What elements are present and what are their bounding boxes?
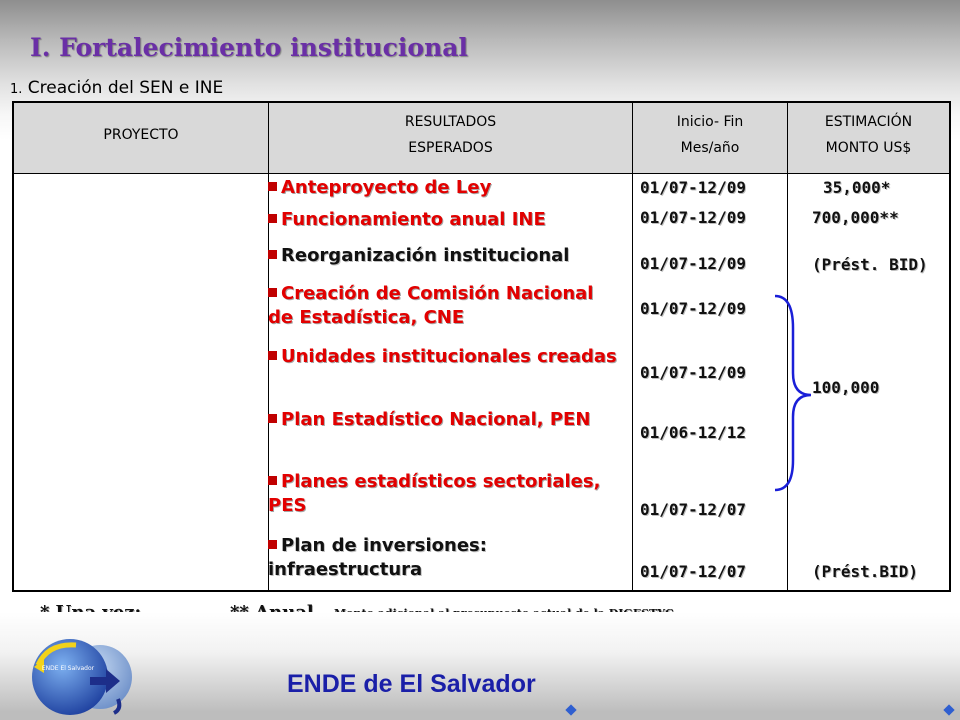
- result-item: [268, 534, 623, 582]
- date-range: 01/06-12/12: [640, 423, 746, 442]
- result-text: Plan de inversiones: infraestructura: [268, 535, 487, 580]
- header-estimacion: ESTIMACIÓN MONTO US$: [824, 114, 913, 156]
- result-text: Reorganización institucional: [281, 245, 570, 266]
- date-range: 01/07-12/09: [640, 254, 746, 273]
- project-title: Creación del SEN e INE: [22, 78, 224, 98]
- bullet-icon: [268, 182, 277, 191]
- date-range: 01/07-12/09: [640, 178, 746, 197]
- result-item: [268, 470, 623, 518]
- result-item: [268, 408, 623, 432]
- result-text: Funcionamiento anual INE: [281, 209, 546, 230]
- bullet-icon: [268, 540, 277, 549]
- result-item: [268, 282, 623, 330]
- amount-value: 100,000: [812, 378, 880, 397]
- column-divider: [632, 103, 633, 590]
- result-item: [268, 345, 623, 369]
- bullet-icon: [268, 476, 277, 485]
- slide-title: I. Fortalecimiento institucional: [30, 33, 468, 62]
- result-text: Planes estadísticos sectoriales, PES: [268, 471, 601, 516]
- organization-name: ENDE de El Salvador: [287, 670, 536, 698]
- footer-band: [0, 612, 960, 720]
- ende-logo: [30, 637, 134, 717]
- amount-value: 35,000*: [823, 178, 891, 197]
- date-range: 01/07-12/09: [640, 208, 746, 227]
- bullet-icon: [268, 288, 277, 297]
- amount-value: 700,000**: [812, 208, 899, 227]
- date-range: 01/07-12/07: [640, 500, 746, 519]
- date-range: 01/07-12/07: [640, 562, 746, 581]
- result-text: Anteproyecto de Ley: [281, 177, 492, 198]
- amount-note: (Prést. BID): [812, 255, 928, 274]
- result-item: [268, 208, 623, 232]
- header-resultados: RESULTADOS ESPERADOS: [404, 114, 497, 156]
- grouping-brace: [765, 288, 820, 498]
- bullet-icon: [268, 414, 277, 423]
- amount-note: (Prést.BID): [812, 562, 918, 581]
- project-number: 1.: [10, 82, 23, 97]
- bullet-icon: [268, 214, 277, 223]
- result-item: [268, 176, 623, 200]
- result-text: Plan Estadístico Nacional, PEN: [281, 409, 591, 430]
- project-name: [10, 76, 250, 102]
- bullet-icon: [268, 250, 277, 259]
- date-range: 01/07-12/09: [640, 299, 746, 318]
- header-inicio-fin: Inicio- Fin Mes/año: [676, 114, 744, 156]
- result-item: [268, 244, 623, 268]
- svg-text:ENDE El Salvador: ENDE El Salvador: [41, 665, 95, 672]
- result-text: Unidades institucionales creadas: [281, 346, 617, 367]
- date-range: 01/07-12/09: [640, 363, 746, 382]
- header-proyecto: PROYECTO: [103, 127, 179, 143]
- result-text: Creación de Comisión Nacional de Estadística, CNE: [268, 283, 594, 328]
- bullet-icon: [268, 351, 277, 360]
